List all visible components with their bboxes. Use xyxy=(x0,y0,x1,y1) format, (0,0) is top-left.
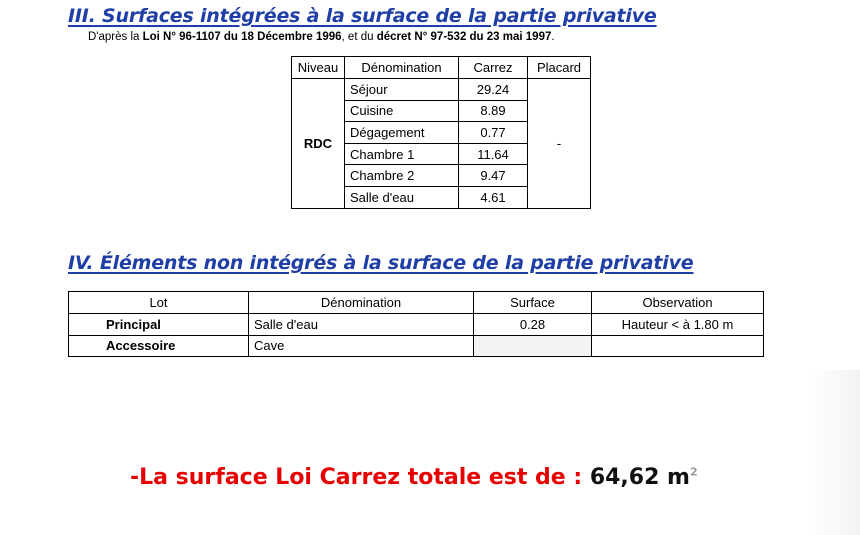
header-lot: Lot xyxy=(69,292,249,314)
denomination-cell: Cave xyxy=(249,335,474,357)
header-surface: Surface xyxy=(474,292,592,314)
header-observation: Observation xyxy=(592,292,764,314)
table-header-row xyxy=(292,57,591,79)
ref-end: . xyxy=(551,31,555,43)
ref-mid: , et du xyxy=(341,31,377,43)
room-name: Chambre 1 xyxy=(345,143,459,165)
edge-shading xyxy=(810,370,860,535)
room-carrez: 8.89 xyxy=(459,100,528,122)
ref-prefix: D'après la xyxy=(88,31,143,43)
section-3-title: III. Surfaces intégrées à la surface de la partie privative xyxy=(68,5,657,27)
unit-superscript: 2 xyxy=(689,465,698,479)
room-carrez: 29.24 xyxy=(459,79,528,101)
header-denomination: Dénomination xyxy=(345,57,459,79)
room-carrez: 0.77 xyxy=(459,122,528,144)
section-4-title: IV. Éléments non intégrés à la surface de la partie privative xyxy=(68,252,694,274)
room-name: Salle d'eau xyxy=(345,186,459,208)
header-niveau: Niveau xyxy=(292,57,345,79)
ref-loi: Loi N° 96-1107 du 18 Décembre 1996 xyxy=(142,31,342,43)
placard-cell: - xyxy=(528,79,591,209)
table-header-row xyxy=(69,292,764,314)
lot-cell: Accessoire xyxy=(69,335,249,357)
level-cell: RDC xyxy=(292,79,345,209)
room-carrez: 4.61 xyxy=(459,186,528,208)
non-integrated-table xyxy=(68,291,764,357)
table-row xyxy=(69,314,764,336)
legal-reference xyxy=(88,31,555,43)
room-name: Chambre 2 xyxy=(345,165,459,187)
ref-decret: décret N° 97-532 du 23 mai 1997 xyxy=(376,31,552,43)
room-carrez: 9.47 xyxy=(459,165,528,187)
room-carrez: 11.64 xyxy=(459,143,528,165)
room-name: Séjour xyxy=(345,79,459,101)
room-name: Cuisine xyxy=(345,100,459,122)
header-carrez: Carrez xyxy=(459,57,528,79)
header-placard: Placard xyxy=(528,57,591,79)
header-denomination: Dénomination xyxy=(249,292,474,314)
room-name: Dégagement xyxy=(345,122,459,144)
surface-cell: 0.28 xyxy=(474,314,592,336)
observation-cell: Hauteur < à 1.80 m xyxy=(592,314,764,336)
observation-cell xyxy=(592,335,764,357)
denomination-cell: Salle d'eau xyxy=(249,314,474,336)
surface-cell xyxy=(474,335,592,357)
total-label: -La surface Loi Carrez totale est de : xyxy=(130,465,590,490)
table-row xyxy=(292,79,591,101)
table-row xyxy=(69,335,764,357)
carrez-surfaces-table xyxy=(291,56,591,209)
total-value: 64,62 m xyxy=(589,465,690,490)
total-surface-statement xyxy=(130,465,698,490)
lot-cell: Principal xyxy=(69,314,249,336)
